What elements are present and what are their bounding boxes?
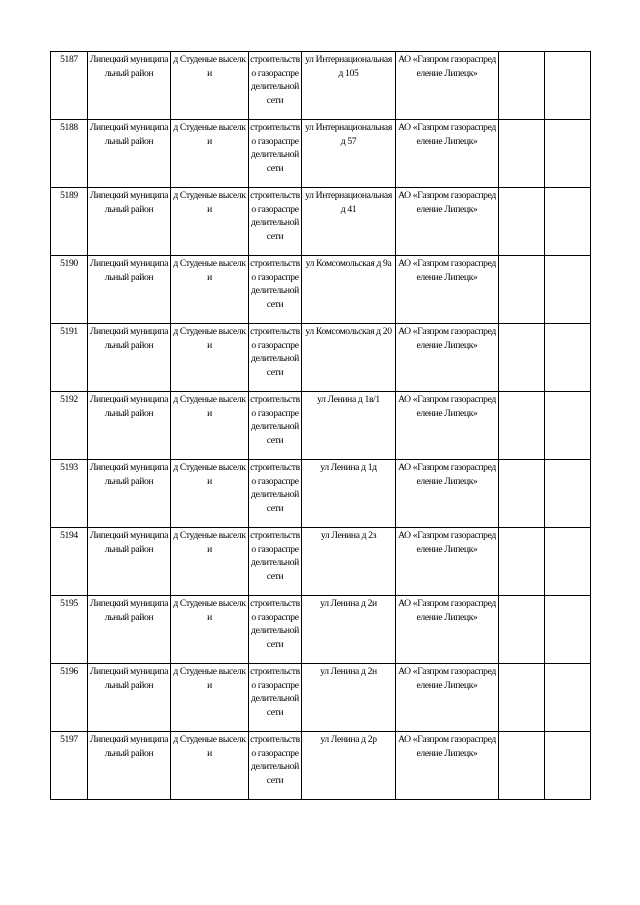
row-number: 5194 — [51, 528, 88, 596]
address-cell: ул Ленина д 2и — [302, 596, 396, 664]
organization-cell: АО «Газпром газораспределение Липецк» — [396, 120, 499, 188]
empty-cell — [545, 460, 591, 528]
district-cell: Липецкий муниципальный район — [88, 664, 171, 732]
settlement-cell: д Студеные выселки — [171, 528, 249, 596]
table-row — [51, 392, 591, 460]
address-cell: ул Интернациональная д 41 — [302, 188, 396, 256]
district-cell: Липецкий муниципальный район — [88, 528, 171, 596]
address-cell: ул Ленина д 2з — [302, 528, 396, 596]
object-type-cell: строительство газораспределительной сети — [249, 528, 302, 596]
organization-cell: АО «Газпром газораспределение Липецк» — [396, 460, 499, 528]
object-type-cell: строительство газораспределительной сети — [249, 52, 302, 120]
row-number: 5195 — [51, 596, 88, 664]
district-cell: Липецкий муниципальный район — [88, 52, 171, 120]
object-type-cell: строительство газораспределительной сети — [249, 596, 302, 664]
row-number: 5191 — [51, 324, 88, 392]
organization-cell: АО «Газпром газораспределение Липецк» — [396, 664, 499, 732]
empty-cell — [499, 528, 545, 596]
settlement-cell: д Студеные выселки — [171, 732, 249, 800]
empty-cell — [545, 392, 591, 460]
empty-cell — [499, 392, 545, 460]
address-cell: ул Ленина д 2р — [302, 732, 396, 800]
settlement-cell: д Студеные выселки — [171, 392, 249, 460]
district-cell: Липецкий муниципальный район — [88, 120, 171, 188]
settlement-cell: д Студеные выселки — [171, 52, 249, 120]
empty-cell — [545, 120, 591, 188]
organization-cell: АО «Газпром газораспределение Липецк» — [396, 256, 499, 324]
empty-cell — [545, 188, 591, 256]
address-cell: ул Комсомольская д 20 — [302, 324, 396, 392]
empty-cell — [499, 188, 545, 256]
settlement-cell: д Студеные выселки — [171, 256, 249, 324]
row-number: 5189 — [51, 188, 88, 256]
address-cell: ул Интернациональная д 57 — [302, 120, 396, 188]
empty-cell — [499, 460, 545, 528]
empty-cell — [499, 52, 545, 120]
organization-cell: АО «Газпром газораспределение Липецк» — [396, 596, 499, 664]
object-type-cell: строительство газораспределительной сети — [249, 664, 302, 732]
organization-cell: АО «Газпром газораспределение Липецк» — [396, 188, 499, 256]
object-type-cell: строительство газораспределительной сети — [249, 256, 302, 324]
object-type-cell: строительство газораспределительной сети — [249, 392, 302, 460]
empty-cell — [499, 324, 545, 392]
organization-cell: АО «Газпром газораспределение Липецк» — [396, 392, 499, 460]
empty-cell — [499, 120, 545, 188]
row-number: 5192 — [51, 392, 88, 460]
settlement-cell: д Студеные выселки — [171, 596, 249, 664]
district-cell: Липецкий муниципальный район — [88, 732, 171, 800]
table-row — [51, 596, 591, 664]
district-cell: Липецкий муниципальный район — [88, 188, 171, 256]
row-number: 5193 — [51, 460, 88, 528]
settlement-cell: д Студеные выселки — [171, 664, 249, 732]
row-number: 5197 — [51, 732, 88, 800]
empty-cell — [499, 664, 545, 732]
address-cell: ул Комсомольская д 9а — [302, 256, 396, 324]
table-row — [51, 120, 591, 188]
table-row — [51, 188, 591, 256]
address-cell: ул Интернациональная д 105 — [302, 52, 396, 120]
empty-cell — [499, 732, 545, 800]
table-row — [51, 664, 591, 732]
table-row — [51, 52, 591, 120]
table-row — [51, 528, 591, 596]
row-number: 5187 — [51, 52, 88, 120]
district-cell: Липецкий муниципальный район — [88, 256, 171, 324]
organization-cell: АО «Газпром газораспределение Липецк» — [396, 52, 499, 120]
table-row — [51, 732, 591, 800]
address-cell: ул Ленина д 1в/1 — [302, 392, 396, 460]
object-type-cell: строительство газораспределительной сети — [249, 732, 302, 800]
table-row — [51, 460, 591, 528]
organization-cell: АО «Газпром газораспределение Липецк» — [396, 528, 499, 596]
table-row — [51, 256, 591, 324]
settlement-cell: д Студеные выселки — [171, 188, 249, 256]
row-number: 5188 — [51, 120, 88, 188]
empty-cell — [499, 256, 545, 324]
table-body — [51, 52, 591, 800]
object-type-cell: строительство газораспределительной сети — [249, 188, 302, 256]
empty-cell — [545, 528, 591, 596]
empty-cell — [545, 52, 591, 120]
address-cell: ул Ленина д 1д — [302, 460, 396, 528]
table-row — [51, 324, 591, 392]
settlement-cell: д Студеные выселки — [171, 324, 249, 392]
object-type-cell: строительство газораспределительной сети — [249, 120, 302, 188]
district-cell: Липецкий муниципальный район — [88, 596, 171, 664]
object-type-cell: строительство газораспределительной сети — [249, 324, 302, 392]
address-cell: ул Ленина д 2н — [302, 664, 396, 732]
row-number: 5190 — [51, 256, 88, 324]
organization-cell: АО «Газпром газораспределение Липецк» — [396, 732, 499, 800]
empty-cell — [499, 596, 545, 664]
district-cell: Липецкий муниципальный район — [88, 460, 171, 528]
empty-cell — [545, 596, 591, 664]
empty-cell — [545, 256, 591, 324]
object-type-cell: строительство газораспределительной сети — [249, 460, 302, 528]
empty-cell — [545, 324, 591, 392]
empty-cell — [545, 664, 591, 732]
row-number: 5196 — [51, 664, 88, 732]
settlement-cell: д Студеные выселки — [171, 120, 249, 188]
district-cell: Липецкий муниципальный район — [88, 324, 171, 392]
registry-table — [50, 51, 591, 800]
organization-cell: АО «Газпром газораспределение Липецк» — [396, 324, 499, 392]
district-cell: Липецкий муниципальный район — [88, 392, 171, 460]
empty-cell — [545, 732, 591, 800]
settlement-cell: д Студеные выселки — [171, 460, 249, 528]
